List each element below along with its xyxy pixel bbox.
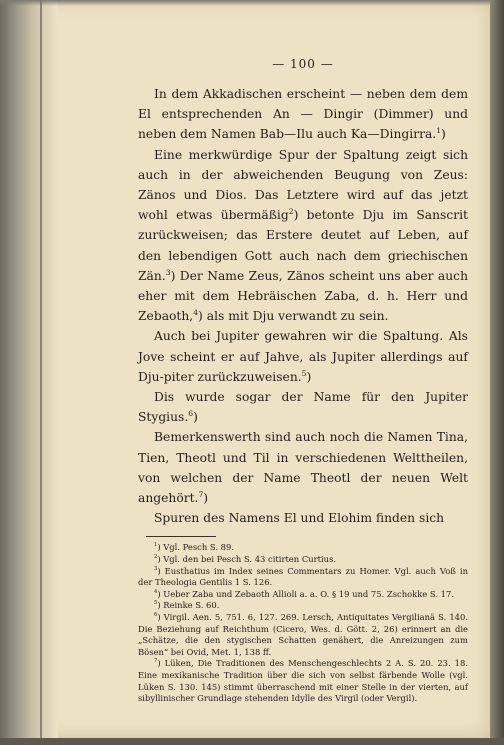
page-content — [138, 56, 468, 705]
footnote-separator — [146, 536, 216, 537]
paragraph-akkadian: In dem Akkadischen erscheint — neben dem dem El entsprechenden An — Dingir (Dimmer) und neben dem Namen Bab—Ilu auch Ka—Dingirra.$^1$) — [138, 87, 468, 142]
footnote-4: $^4$) Ueber Zaba und Zebaoth Allioli a. a. O. § 19 und 75. Zschokke S. 17. — [154, 588, 455, 599]
footnote-1: $^1$) Vgl. Pesch S. 89. — [154, 542, 234, 553]
paragraph-zeus: Eine merkwürdige Spur der Spaltung zeigt sich auch in der abweichenden Beugung von Zeus: Zänos und Dios. Das Letztere wird auf das jetzt wohl etwas übermäßig$^2$) betonte Dju im Sanscrit zurückweisen; das Erstere deutet auf Leben, auf den lebendigen Gott auch nach dem griechischen Zän.$^3$) Der Name Zeus, Zänos scheint uns aber auch eher mit dem Hebräischen Zaba, d. h. Herr und Zebaoth,$^4$) als mit Dju verwandt zu sein. — [138, 147, 468, 324]
paragraph-names: Bemerkenswerth sind auch noch die Namen Tina, Tien, Theotl und Til in verschiedenen Welttheilen, von welchen der Name Theotl der neuen Welt angehört.$^7$) — [138, 430, 468, 506]
page-number: — 100 — — [272, 57, 334, 71]
footnote-6: $^6$) Virgil. Aen. 5, 751. 6, 127. 269. Lersch, Antiquitates Vergilianä S. 140. Die Beziehung auf Reichthum (Cicero, Wes. d. Gött. 2, 26) erinnert an die „Schätze, die den stygischen Schatten genähert, die Anreizungen zum Bösen“ bei Ovid, Met. 1, 138 ff. — [138, 612, 468, 657]
book-edge-right — [490, 0, 504, 745]
footnote-2: $^2$) Vgl. den bei Pesch S. 43 citirten Curtius. — [154, 554, 337, 565]
footnote-5: $^5$) Reinke S. 60. — [154, 600, 220, 611]
main-text — [138, 84, 468, 528]
top-shadow — [0, 0, 504, 6]
binding-line — [40, 0, 42, 738]
book-edge-bottom — [0, 738, 504, 745]
footnote-7: $^7$) Lüken, Die Traditionen des Menschengeschlechts 2 A. S. 20. 23. 18. Eine mexikanische Tradition über die sich von selbst färbende Wolle (vgl. Lüken S. 130. 145) stimmt überraschend mit einer Stelle in der vierten, auf sibyllinischer Grundlage stehenden Idylle des Virgil (oder Vergil). — [138, 658, 468, 704]
page-gutter — [0, 0, 58, 738]
footnotes — [138, 542, 468, 704]
footnote-3: $^3$) Eusthatius im Index seines Commentars zu Homer. Vgl. auch Voß in der Theologia Gentilis 1 S. 126. — [138, 565, 468, 588]
paragraph-dis: Dis wurde sogar der Name für den Jupiter Stygius.$^6$) — [138, 390, 468, 425]
paragraph-elohim: Spuren des Namens El und Elohim finden sich — [154, 511, 445, 526]
paragraph-jupiter: Auch bei Jupiter gewahren wir die Spaltung. Als Jove scheint er auf Jahve, als Jupiter allerdings auf Dju-piter zurückzuweisen.$^5$) — [138, 329, 468, 384]
